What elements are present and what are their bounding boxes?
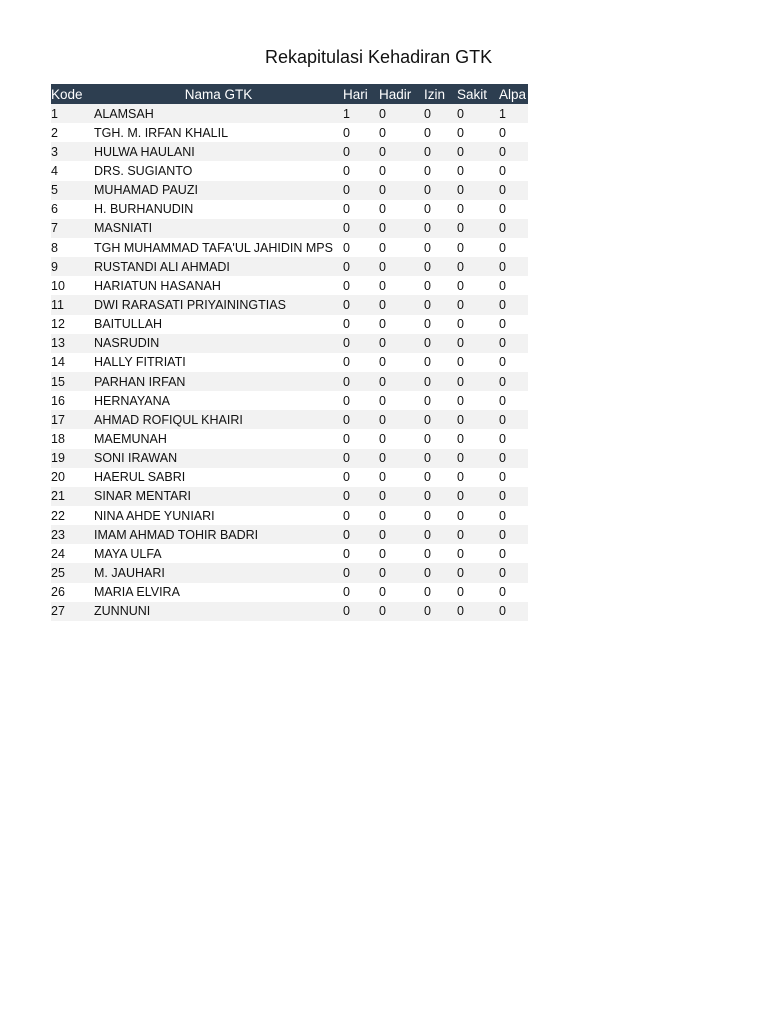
cell-alpa: 0 [499,429,528,448]
table-row [51,353,528,372]
cell-izin: 0 [424,544,457,563]
cell-alpa: 0 [499,391,528,410]
cell-kode: 12 [51,315,94,334]
cell-hadir: 0 [379,276,424,295]
table-row [51,123,528,142]
cell-hari: 0 [343,181,379,200]
cell-alpa: 0 [499,142,528,161]
cell-hari: 0 [343,449,379,468]
cell-izin: 0 [424,353,457,372]
cell-kode: 2 [51,123,94,142]
cell-kode: 23 [51,525,94,544]
cell-alpa: 0 [499,315,528,334]
table-row [51,334,528,353]
cell-izin: 0 [424,429,457,448]
table-row [51,257,528,276]
cell-alpa: 0 [499,257,528,276]
cell-hari: 0 [343,544,379,563]
cell-alpa: 0 [499,410,528,429]
cell-hari: 0 [343,583,379,602]
cell-hadir: 0 [379,161,424,180]
cell-sakit: 0 [457,200,499,219]
cell-hadir: 0 [379,315,424,334]
column-header-sakit: Sakit [457,84,499,104]
cell-kode: 9 [51,257,94,276]
cell-nama: HAERUL SABRI [94,468,343,487]
cell-izin: 0 [424,563,457,582]
cell-sakit: 0 [457,487,499,506]
cell-hadir: 0 [379,219,424,238]
cell-kode: 6 [51,200,94,219]
cell-hadir: 0 [379,391,424,410]
cell-kode: 16 [51,391,94,410]
column-header-nama: Nama GTK [94,84,343,104]
cell-izin: 0 [424,295,457,314]
cell-alpa: 0 [499,353,528,372]
cell-sakit: 0 [457,142,499,161]
cell-hari: 0 [343,468,379,487]
table-row [51,238,528,257]
cell-sakit: 0 [457,429,499,448]
cell-izin: 0 [424,257,457,276]
cell-alpa: 0 [499,487,528,506]
cell-hari: 0 [343,142,379,161]
cell-izin: 0 [424,506,457,525]
cell-nama: NINA AHDE YUNIARI [94,506,343,525]
cell-nama: MUHAMAD PAUZI [94,181,343,200]
cell-hari: 0 [343,161,379,180]
cell-hadir: 0 [379,353,424,372]
attendance-table [51,84,528,621]
cell-hadir: 0 [379,602,424,621]
cell-hadir: 0 [379,506,424,525]
cell-nama: ALAMSAH [94,104,343,123]
cell-nama: HARIATUN HASANAH [94,276,343,295]
cell-izin: 0 [424,583,457,602]
table-body [51,104,528,621]
cell-hadir: 0 [379,487,424,506]
table-row [51,276,528,295]
cell-alpa: 0 [499,449,528,468]
cell-hadir: 0 [379,544,424,563]
cell-kode: 20 [51,468,94,487]
cell-hadir: 0 [379,123,424,142]
cell-nama: NASRUDIN [94,334,343,353]
cell-alpa: 1 [499,104,528,123]
cell-hadir: 0 [379,181,424,200]
table-row [51,429,528,448]
cell-izin: 0 [424,449,457,468]
cell-hari: 0 [343,257,379,276]
cell-alpa: 0 [499,334,528,353]
column-header-kode: Kode [51,84,94,104]
cell-sakit: 0 [457,583,499,602]
column-header-hari: Hari [343,84,379,104]
cell-alpa: 0 [499,295,528,314]
cell-kode: 21 [51,487,94,506]
cell-kode: 10 [51,276,94,295]
cell-izin: 0 [424,276,457,295]
cell-sakit: 0 [457,468,499,487]
cell-kode: 27 [51,602,94,621]
cell-alpa: 0 [499,161,528,180]
cell-izin: 0 [424,525,457,544]
cell-nama: AHMAD ROFIQUL KHAIRI [94,410,343,429]
cell-hari: 0 [343,563,379,582]
cell-alpa: 0 [499,219,528,238]
cell-hari: 0 [343,295,379,314]
cell-kode: 4 [51,161,94,180]
cell-sakit: 0 [457,257,499,276]
cell-izin: 0 [424,372,457,391]
cell-izin: 0 [424,219,457,238]
table-row [51,142,528,161]
cell-nama: PARHAN IRFAN [94,372,343,391]
cell-sakit: 0 [457,353,499,372]
table-header-row [51,84,528,104]
cell-hadir: 0 [379,449,424,468]
cell-sakit: 0 [457,161,499,180]
cell-kode: 17 [51,410,94,429]
cell-sakit: 0 [457,544,499,563]
table-row [51,161,528,180]
cell-hadir: 0 [379,104,424,123]
table-row [51,583,528,602]
cell-nama: TGH MUHAMMAD TAFA'UL JAHIDIN MPS [94,238,343,257]
cell-kode: 7 [51,219,94,238]
cell-hari: 0 [343,219,379,238]
table-row [51,525,528,544]
cell-sakit: 0 [457,104,499,123]
cell-alpa: 0 [499,276,528,295]
cell-sakit: 0 [457,181,499,200]
cell-nama: MAYA ULFA [94,544,343,563]
cell-nama: DWI RARASATI PRIYAININGTIAS [94,295,343,314]
cell-kode: 24 [51,544,94,563]
cell-hari: 0 [343,200,379,219]
cell-alpa: 0 [499,544,528,563]
cell-kode: 3 [51,142,94,161]
cell-nama: M. JAUHARI [94,563,343,582]
cell-kode: 26 [51,583,94,602]
table-row [51,506,528,525]
cell-hadir: 0 [379,429,424,448]
cell-izin: 0 [424,391,457,410]
cell-izin: 0 [424,200,457,219]
cell-alpa: 0 [499,563,528,582]
cell-izin: 0 [424,334,457,353]
cell-kode: 11 [51,295,94,314]
table-row [51,468,528,487]
column-header-izin: Izin [424,84,457,104]
table-header [51,84,528,104]
table-row [51,449,528,468]
cell-sakit: 0 [457,238,499,257]
table-row [51,181,528,200]
cell-sakit: 0 [457,219,499,238]
cell-sakit: 0 [457,123,499,142]
table-row [51,487,528,506]
cell-sakit: 0 [457,391,499,410]
cell-kode: 15 [51,372,94,391]
cell-kode: 5 [51,181,94,200]
cell-hari: 0 [343,487,379,506]
cell-sakit: 0 [457,334,499,353]
cell-hari: 0 [343,410,379,429]
cell-izin: 0 [424,104,457,123]
cell-alpa: 0 [499,123,528,142]
cell-nama: SONI IRAWAN [94,449,343,468]
cell-izin: 0 [424,602,457,621]
cell-izin: 0 [424,123,457,142]
cell-nama: RUSTANDI ALI AHMADI [94,257,343,276]
cell-nama: H. BURHANUDIN [94,200,343,219]
table-row [51,563,528,582]
cell-kode: 13 [51,334,94,353]
cell-hadir: 0 [379,372,424,391]
cell-hadir: 0 [379,200,424,219]
cell-sakit: 0 [457,295,499,314]
cell-kode: 8 [51,238,94,257]
cell-sakit: 0 [457,410,499,429]
column-header-alpa: Alpa [499,84,528,104]
cell-hadir: 0 [379,563,424,582]
cell-sakit: 0 [457,449,499,468]
cell-izin: 0 [424,487,457,506]
cell-hari: 0 [343,276,379,295]
cell-hadir: 0 [379,295,424,314]
cell-izin: 0 [424,181,457,200]
cell-hari: 0 [343,315,379,334]
cell-nama: ZUNNUNI [94,602,343,621]
cell-sakit: 0 [457,525,499,544]
table-row [51,219,528,238]
cell-nama: BAITULLAH [94,315,343,334]
table-row [51,295,528,314]
cell-hari: 0 [343,429,379,448]
table-row [51,200,528,219]
cell-hari: 0 [343,602,379,621]
cell-hari: 0 [343,525,379,544]
cell-hadir: 0 [379,468,424,487]
cell-alpa: 0 [499,602,528,621]
cell-izin: 0 [424,161,457,180]
cell-kode: 18 [51,429,94,448]
cell-alpa: 0 [499,238,528,257]
cell-hari: 0 [343,238,379,257]
cell-sakit: 0 [457,315,499,334]
cell-hadir: 0 [379,334,424,353]
cell-hadir: 0 [379,257,424,276]
cell-nama: MASNIATI [94,219,343,238]
cell-kode: 25 [51,563,94,582]
cell-hari: 0 [343,506,379,525]
cell-hari: 0 [343,372,379,391]
cell-nama: HALLY FITRIATI [94,353,343,372]
cell-hari: 0 [343,391,379,410]
cell-alpa: 0 [499,372,528,391]
cell-hari: 0 [343,334,379,353]
cell-nama: SINAR MENTARI [94,487,343,506]
table-row [51,104,528,123]
cell-nama: MAEMUNAH [94,429,343,448]
cell-hadir: 0 [379,583,424,602]
cell-izin: 0 [424,142,457,161]
page-title: Rekapitulasi Kehadiran GTK [265,47,493,67]
cell-izin: 0 [424,410,457,429]
cell-hadir: 0 [379,142,424,161]
cell-nama: IMAM AHMAD TOHIR BADRI [94,525,343,544]
cell-alpa: 0 [499,200,528,219]
table-row [51,602,528,621]
table-row [51,315,528,334]
cell-hadir: 0 [379,525,424,544]
cell-sakit: 0 [457,563,499,582]
cell-izin: 0 [424,468,457,487]
table-row [51,410,528,429]
cell-alpa: 0 [499,506,528,525]
cell-nama: DRS. SUGIANTO [94,161,343,180]
cell-izin: 0 [424,315,457,334]
cell-nama: TGH. M. IRFAN KHALIL [94,123,343,142]
cell-sakit: 0 [457,602,499,621]
cell-nama: HULWA HAULANI [94,142,343,161]
cell-alpa: 0 [499,468,528,487]
cell-alpa: 0 [499,525,528,544]
table-row [51,391,528,410]
cell-hadir: 0 [379,410,424,429]
cell-hari: 0 [343,123,379,142]
table-row [51,372,528,391]
cell-hadir: 0 [379,238,424,257]
cell-hari: 0 [343,353,379,372]
column-header-hadir: Hadir [379,84,424,104]
cell-sakit: 0 [457,276,499,295]
cell-sakit: 0 [457,506,499,525]
cell-kode: 1 [51,104,94,123]
cell-nama: HERNAYANA [94,391,343,410]
cell-sakit: 0 [457,372,499,391]
cell-alpa: 0 [499,181,528,200]
cell-alpa: 0 [499,583,528,602]
cell-izin: 0 [424,238,457,257]
table-row [51,544,528,563]
cell-kode: 14 [51,353,94,372]
cell-kode: 19 [51,449,94,468]
cell-hari: 1 [343,104,379,123]
cell-nama: MARIA ELVIRA [94,583,343,602]
cell-kode: 22 [51,506,94,525]
